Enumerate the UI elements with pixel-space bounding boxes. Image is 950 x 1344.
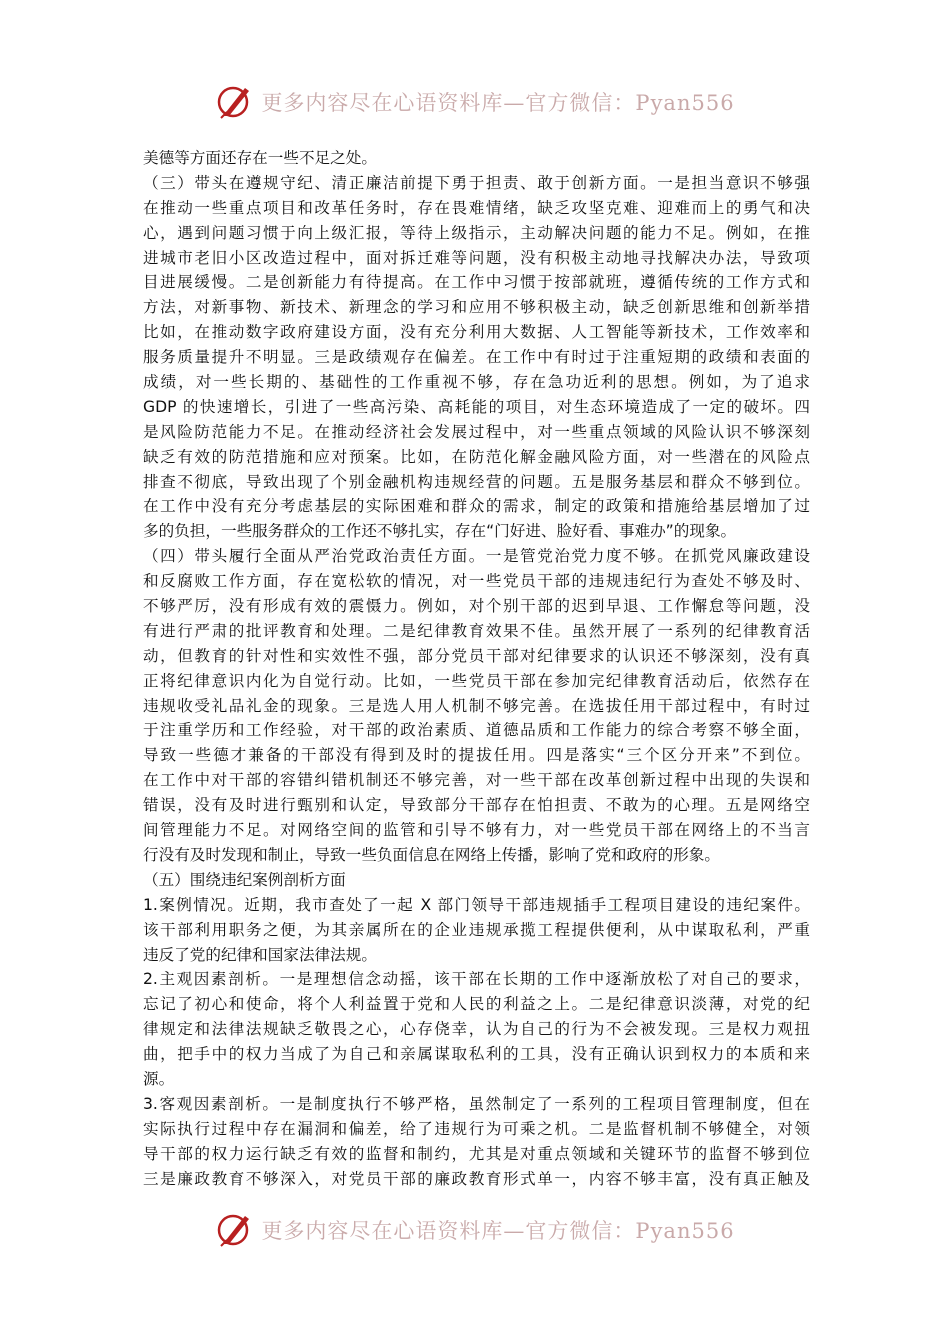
text-line: 目进展缓慢。二是创新能力有待提高。在工作中习惯于按部就班，遵循传统的工作方式和 <box>143 273 810 292</box>
text-line: 在工作中对干部的容错纠错机制还不够完善，对一些干部在改革创新过程中出现的失误和 <box>143 771 810 790</box>
text-line: 三是廉政教育不够深入，对党员干部的廉政教育形式单一，内容不够丰富，没有真正触及 <box>143 1169 810 1188</box>
text-line: 违反了党的纪律和国家法律法规。 <box>143 945 377 964</box>
text-line: GDP 的快速增长，引进了一些高污染、高耗能的项目，对生态环境造成了一定的破坏。四 <box>143 397 810 416</box>
text-line: 方法，对新事物、新技术、新理念的学习和应用不够积极主动，缺乏创新思维和创新举措 <box>143 298 810 317</box>
text-line: 是风险防范能力不足。在推动经济社会发展过程中，对一些重点领域的风险认识不够深刻 <box>143 422 810 441</box>
text-line: 有进行严肃的批评教育和处理。二是纪律教育效果不佳。虽然开展了一系列的纪律教育活 <box>143 621 810 640</box>
text-line: 导致一些德才兼备的干部没有得到及时的提拔任用。四是落实“三个区分开来”不到位。 <box>143 746 810 765</box>
text-line: 进城市老旧小区改造过程中，面对拆迁难等问题，没有积极主动地寻找解决办法，导致项 <box>143 248 810 267</box>
text-line: 该干部利用职务之便，为其亲属所在的企业违规承揽工程提供便利，从中谋取私利，严重 <box>143 920 810 939</box>
text-line: 服务质量提升不明显。三是政绩观存在偏差。在工作中有时过于注重短期的政绩和表面的 <box>143 348 810 367</box>
text-line: 正将纪律意识内化为自觉行动。比如，一些党员干部在参加完纪律教育活动后，依然存在 <box>143 671 810 690</box>
text-line: 比如，在推动数字政府建设方面，没有充分利用大数据、人工智能等新技术，工作效率和 <box>143 323 810 342</box>
text-line: 2.主观因素剖析。一是理想信念动摇，该干部在长期的工作中逐渐放松了对自己的要求， <box>143 970 810 989</box>
watermark-banner-bottom <box>0 1208 950 1252</box>
text-line: 实际执行过程中存在漏洞和偏差，给了违规行为可乘之机。二是监督机制不够健全，对领 <box>143 1119 810 1138</box>
text-line: （四）带头履行全面从严治党政治责任方面。一是管党治党力度不够。在抓党风廉政建设 <box>143 547 810 566</box>
quill-logo-icon <box>215 82 255 122</box>
text-line: 和反腐败工作方面，存在宽松软的情况，对一些党员干部的违规违纪行为查处不够及时、 <box>143 572 810 591</box>
text-line: （五）围绕违纪案例剖析方面 <box>143 870 346 889</box>
text-line: 曲，把手中的权力当成了为自己和亲属谋取私利的工具，没有正确认识到权力的本质和来 <box>143 1045 810 1064</box>
text-line: 违规收受礼品礼金的现象。三是选人用人机制不够完善。在选拔任用干部过程中，有时过 <box>143 696 810 715</box>
watermark-banner-top <box>0 80 950 124</box>
text-line: 动，但教育的针对性和实效性不强，部分党员干部对纪律要求的认识还不够深刻，没有真 <box>143 646 810 665</box>
watermark-text: 更多内容尽在心语资料库—官方微信：Pyan556 <box>261 91 735 115</box>
text-line: 缺乏有效的防范措施和应对预案。比如，在防范化解金融风险方面，对一些潜在的风险点 <box>143 447 810 466</box>
text-line: 1.案例情况。近期，我市查处了一起 X 部门领导干部违规插手工程项目建设的违纪案件。 <box>143 895 810 914</box>
text-line: （三）带头在遵规守纪、清正廉洁前提下勇于担责、敢于创新方面。一是担当意识不够强 <box>143 173 810 192</box>
text-line: 成绩，对一些长期的、基础性的工作重视不够，存在急功近利的思想。例如，为了追求 <box>143 373 810 392</box>
text-line: 在推动一些重点项目和改革任务时，存在畏难情绪，缺乏攻坚克难、迎难而上的勇气和决 <box>143 198 810 217</box>
quill-logo-icon <box>215 1210 255 1250</box>
text-line: 源。 <box>143 1069 175 1088</box>
text-line: 美德等方面还存在一些不足之处。 <box>143 149 377 167</box>
text-line: 在工作中没有充分考虑基层的实际困难和群众的需求，制定的政策和措施给基层增加了过 <box>143 497 810 516</box>
text-line: 3.客观因素剖析。一是制度执行不够严格，虽然制定了一系列的工程项目管理制度，但在 <box>143 1094 810 1113</box>
watermark-text: 更多内容尽在心语资料库—官方微信：Pyan556 <box>261 1219 735 1243</box>
text-line: 错误，没有及时进行甄别和认定，导致部分干部存在怕担责、不敢为的心理。五是网络空 <box>143 796 810 815</box>
text-line: 多的负担，一些服务群众的工作还不够扎实，存在“门好进、脸好看、事难办”的现象。 <box>143 522 737 541</box>
text-line: 心，遇到问题习惯于向上级汇报，等待上级指示，主动解决问题的能力不足。例如，在推 <box>143 223 810 242</box>
text-line: 忘记了初心和使命，将个人利益置于党和人民的利益之上。二是纪律意识淡薄，对党的纪 <box>143 995 810 1014</box>
document-body <box>143 146 810 1191</box>
text-line: 间管理能力不足。对网络空间的监管和引导不够有力，对一些党员干部在网络上的不当言 <box>143 821 810 840</box>
text-line: 行没有及时发现和制止，导致一些负面信息在网络上传播，影响了党和政府的形象。 <box>143 845 720 864</box>
text-line: 律规定和法律法规缺乏敬畏之心，心存侥幸，认为自己的行为不会被发现。三是权力观扭 <box>143 1020 810 1039</box>
text-line: 于注重学历和工作经验，对干部的政治素质、道德品质和工作能力的综合考察不够全面， <box>143 721 810 740</box>
text-line: 不够严厉，没有形成有效的震慑力。例如，对个别干部的迟到早退、工作懈怠等问题，没 <box>143 597 810 616</box>
text-line: 导干部的权力运行缺乏有效的监督和制约，尤其是对重点领域和关键环节的监督不够到位 <box>143 1144 810 1163</box>
text-line: 排查不彻底，导致出现了个别金融机构违规经营的问题。五是服务基层和群众不够到位。 <box>143 472 810 491</box>
